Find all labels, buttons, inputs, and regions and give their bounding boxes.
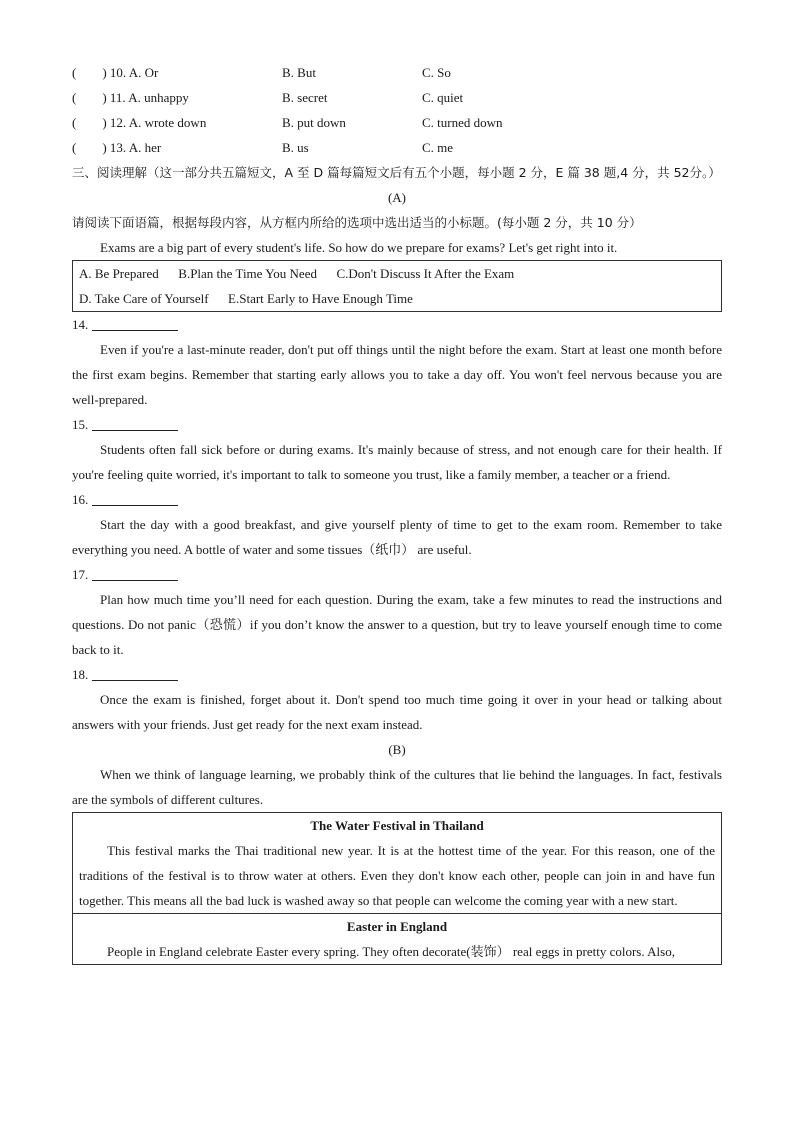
question-row [72,60,722,85]
item-number [72,662,722,687]
answer-blank[interactable] [92,416,178,431]
item-paragraph: Start the day with a good breakfast, and give yourself plenty of time to get to the exam room. Remember to take everything you need. A bottle of water and some tissues（纸巾） are useful. [72,517,722,557]
heading-item [72,662,722,737]
item-number [72,487,722,512]
heading-item [72,562,722,662]
passage-b-label: (B) [388,742,406,757]
item-number-text: 16. [72,492,89,507]
item-paragraph: Students often fall sick before or during exams. It's mainly because of stress, and not enough care for their health. If you're feeling quite worried, it's important to talk to someone you trust, like a family member, a teacher or a friend. [72,442,722,482]
question-stem: ( ) 13. A. her [72,140,162,155]
passage-a-label: (A) [387,190,407,205]
question-row [72,135,722,160]
option-b: B. put down [282,115,346,130]
passage-b-intro: When we think of language learning, we probably think of the cultures that lie behind the languages. In fact, festivals are the symbols of different cultures. [72,767,722,807]
exam-page [72,60,722,965]
section-heading: 三、阅读理解（这一部分共五篇短文，A 至 D 篇每篇短文后有五个小题，每小题 2 分，E 篇 38 题,4 分，共 52分。） [72,165,721,180]
item-number [72,562,722,587]
passage-a-intro: Exams are a big part of every student's life. So how do we prepare for exams? Let's get right into it. [100,240,618,255]
options-line: D. Take Care of Yourself E.Start Early to Have Enough Time [79,291,413,306]
item-number-text: 18. [72,667,89,682]
festival-text: People in England celebrate Easter every spring. They often decorate(装饰） real eggs in pretty colors. Also, [107,944,675,959]
item-number-text: 14. [72,317,89,332]
festival-title: Easter in England [346,919,448,934]
festival-cell [73,813,721,913]
item-number [72,312,722,337]
item-paragraph: Once the exam is finished, forget about it. Don't spend too much time going it over in your head or talking about answers with your friends. Just get ready for the next exam instead. [72,692,722,732]
answer-blank[interactable] [92,316,178,331]
heading-item [72,312,722,412]
answer-blank[interactable] [92,566,178,581]
option-c: C. quiet [422,90,464,105]
item-number-text: 15. [72,417,89,432]
option-c: C. me [422,140,454,155]
item-number-text: 17. [72,567,89,582]
heading-item [72,412,722,487]
option-b: B. us [282,140,309,155]
answer-blank[interactable] [92,666,178,681]
answer-blank[interactable] [92,491,178,506]
item-number [72,412,722,437]
options-box [72,260,722,312]
option-c: C. So [422,65,451,80]
festival-title: The Water Festival in Thailand [310,818,484,833]
question-row [72,110,722,135]
heading-item [72,487,722,562]
festival-cell [73,913,721,964]
passage-a-instruction: 请阅读下面语篇，根据每段内容，从方框内所给的选项中选出适当的小标题。(每小题 2 分，共 10 分） [72,215,642,230]
item-paragraph: Even if you're a last-minute reader, don't put off things until the night before the exam. Start at least one month before the first exam begins. Remember that starting early allows you to take a day off. You won't feel nervous because you are well-prepared. [72,342,722,407]
option-b: B. But [282,65,316,80]
option-c: C. turned down [422,115,503,130]
festival-table [72,812,722,965]
question-list [72,60,722,160]
question-row [72,85,722,110]
item-paragraph: Plan how much time you’ll need for each question. During the exam, take a few minutes to read the instructions and questions. Do not panic（恐慌）if you don’t know the answer to a question, but try to leave yourself enough time to come back to it. [72,592,722,657]
option-b: B. secret [282,90,328,105]
festival-text: This festival marks the Thai traditional new year. It is at the hottest time of the year. For this reason, one of the traditions of the festival is to throw water at others. Even they don't know each other, people can join in and have fun together. This means all the bad luck is washed away so that people can welcome the coming year with a new start. [79,843,715,908]
question-stem: ( ) 11. A. unhappy [72,90,189,105]
question-stem: ( ) 12. A. wrote down [72,115,207,130]
options-line: A. Be Prepared B.Plan the Time You Need C.Don't Discuss It After the Exam [79,266,515,281]
question-stem: ( ) 10. A. Or [72,65,159,80]
